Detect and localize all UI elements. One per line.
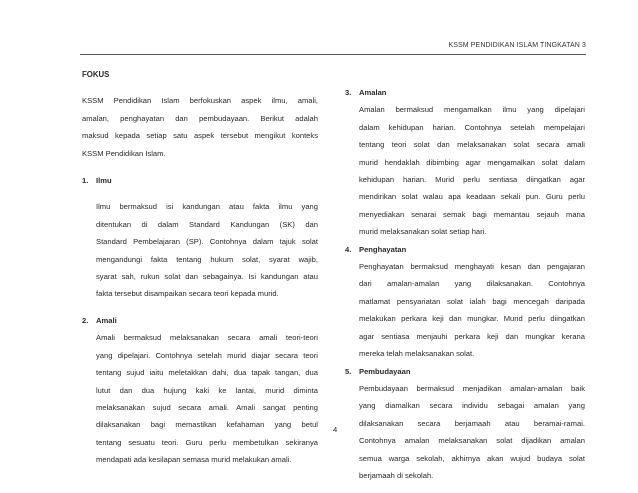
header-rule bbox=[80, 54, 586, 55]
header-title: KSSM PENDIDIKAN ISLAM TINGKATAN 3 bbox=[448, 42, 586, 49]
body-line: yang dipelajari. Contohnya setelah murid diajar secara teori bbox=[96, 350, 318, 360]
item-title: Amalan bbox=[359, 88, 387, 97]
item-penghayatan-body bbox=[345, 258, 585, 362]
body-line: kehidupan harian. Murid perlu sentiasa diingatkan agar bbox=[359, 175, 585, 185]
body-line: ditentukan di dalam Standard Kandungan (SK) dan bbox=[96, 219, 318, 229]
body-line: yang diamalkan secara individu sebagai amalan yang bbox=[359, 401, 585, 411]
body-line: fakta tersebut disampaikan secara teori kepada murid. bbox=[96, 289, 279, 299]
body-line: Contohnya amalan melaksanakan solat dijadikan amalan bbox=[359, 436, 585, 446]
body-line: Standard Pembelajaran (SP). Contohnya dalam tajuk solat bbox=[96, 237, 318, 247]
body-line: syarat sah, rukun solat dan sebagainya. Isi kandungan atau bbox=[96, 272, 318, 282]
body-line: mendirikan solat walau apa keadaan sekali pun. Guru perlu bbox=[359, 192, 585, 202]
body-line: menyediakan senarai semak bagi memantau sejauh mana bbox=[359, 209, 585, 219]
intro-line: amalan, penghayatan dan pembudayaan. Berikut adalah bbox=[82, 113, 318, 123]
item-title: Ilmu bbox=[96, 176, 112, 186]
body-line: Amalan bermaksud mengamalkan ilmu yang dipelajari bbox=[359, 105, 585, 115]
body-line: lutut dan dua hujung kaki ke lantai, murid diminta bbox=[96, 385, 318, 395]
item-ilmu bbox=[82, 172, 318, 189]
intro-line: maksud kepada setiap satu aspek tersebut mengikut konteks bbox=[82, 131, 318, 141]
body-line: mendapati ada kesilapan semasa murid melakukan amali. bbox=[96, 455, 292, 465]
body-line: Penghayatan bermaksud menghayati kesan dan pengajaran bbox=[359, 262, 585, 272]
body-line: Amali bermaksud melaksanakan secara amali teori-teori bbox=[96, 333, 318, 343]
body-line: berjamaah di sekolah. bbox=[359, 470, 434, 480]
body-line: matlamat pensyariatan solat ialah bagi mencegah daripada bbox=[359, 296, 585, 306]
body-line: dilaksanakan bagi memastikan kefahaman yang betul bbox=[96, 420, 318, 430]
body-line: tentang teori solat dan melaksanakan solat secara amali bbox=[359, 140, 585, 150]
body-line: murid hendaklah dibimbing agar mengamalkan solat dalam bbox=[359, 157, 585, 167]
body-line: mengandungi fakta tentang hukum solat, syarat wajib, bbox=[96, 254, 318, 264]
body-line: tentang sesuatu teori. Guru perlu membetulkan sekiranya bbox=[96, 437, 318, 447]
left-column bbox=[82, 66, 318, 469]
body-line: dalam kehidupan harian. Contohnya setelah mempelajari bbox=[359, 122, 585, 132]
item-amali-body bbox=[82, 329, 318, 468]
section-title: FOKUS bbox=[82, 70, 110, 79]
body-line: dilaksanakan secara berjamaah atau beramai-ramai. bbox=[359, 418, 585, 428]
item-pembudayaan-body bbox=[345, 380, 585, 484]
body-line: Ilmu bermaksud isi kandungan atau fakta ilmu yang bbox=[96, 202, 318, 212]
item-ilmu-body bbox=[82, 198, 318, 302]
body-line: murid melaksanakan solat setiap hari. bbox=[359, 227, 487, 237]
body-line: mereka telah melaksanakan solat. bbox=[359, 349, 475, 359]
item-title: Penghayatan bbox=[359, 244, 407, 254]
intro-paragraph bbox=[82, 92, 318, 162]
item-amali bbox=[82, 312, 318, 329]
item-number: 1. bbox=[82, 176, 89, 186]
body-line: semua warga sekolah, akhirnya akan wujud budaya solat bbox=[359, 453, 585, 463]
body-line: melakukan perkara keji dan mungkar. Murid perlu diingatkan bbox=[359, 314, 585, 324]
item-number: 5. bbox=[345, 366, 352, 376]
intro-line: KSSM Pendidikan Islam berfokuskan aspek ilmu, amali, bbox=[82, 96, 318, 106]
item-amalan-body bbox=[345, 101, 585, 240]
item-amalan bbox=[345, 84, 585, 101]
body-line: dari amalan-amalan yang dilaksanakan. Contohnya bbox=[359, 279, 585, 289]
item-number: 3. bbox=[345, 88, 352, 97]
page-number: 4 bbox=[333, 425, 338, 434]
item-penghayatan bbox=[345, 241, 585, 258]
item-title: Pembudayaan bbox=[359, 366, 411, 376]
right-column bbox=[345, 84, 585, 484]
body-line: tentang sujud iaitu meletakkan dahi, dua tapak tangan, dua bbox=[96, 368, 318, 378]
item-pembudayaan bbox=[345, 363, 585, 380]
body-line: Pembudayaan bermaksud menjadikan amalan-amalan baik bbox=[359, 383, 585, 393]
item-number: 2. bbox=[82, 315, 89, 325]
body-line: agar sentiasa menjauhi perkara keji dan mungkar kerana bbox=[359, 331, 585, 341]
item-title: Amali bbox=[96, 315, 117, 325]
intro-line: KSSM Pendidikan Islam. bbox=[82, 148, 166, 158]
item-number: 4. bbox=[345, 244, 352, 254]
body-line: melaksanakan sujud secara amali. Amali sangat penting bbox=[96, 402, 318, 412]
